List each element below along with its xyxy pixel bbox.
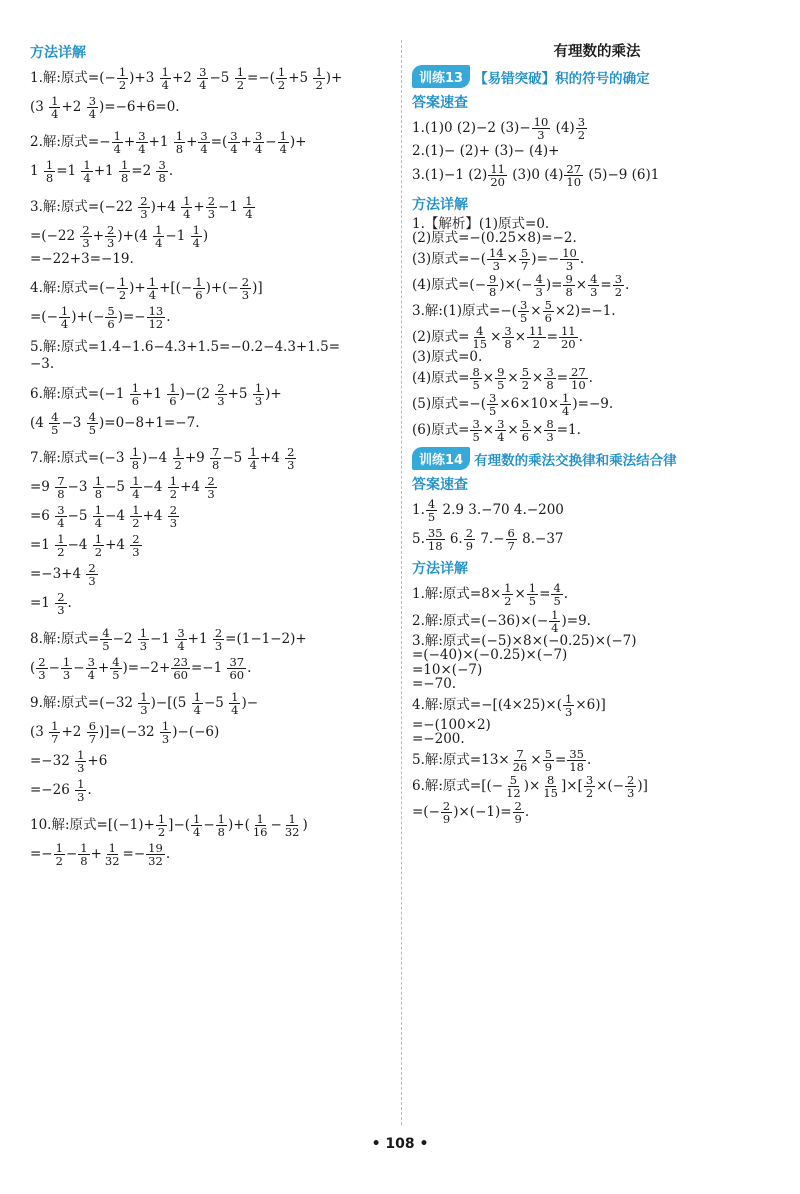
fraction: $\frac{1}{3}$ xyxy=(77,748,85,776)
fraction: $\frac{9}{8}$ xyxy=(565,271,573,299)
fraction: $\frac{1}{4}$ xyxy=(94,503,103,531)
solution-line: 1.解:原式=(− $\frac{1}{2}$ )+3 $\frac{1}{4}$ +2 $\frac{3}{4}$ −5 $\frac{1}{2}$ =−( $\frac{1}{2}$ +5 $\frac{1}{2}$ )+ xyxy=(30,65,343,93)
fraction: $\frac{1}{4}$ xyxy=(245,193,253,221)
fraction: $\frac{3}{4}$ xyxy=(87,654,95,682)
solution-line: 6.解:原式=(−1 $\frac{1}{6}$ +1 $\frac{1}{6}$ )−(2 $\frac{2}{3}$ +5 $\frac{1}{3}$ )+ xyxy=(30,380,282,408)
fraction: $\frac{2}{3}$ xyxy=(214,625,223,653)
fraction: $\frac{1}{32}$ xyxy=(284,812,300,840)
page-title: 有理数的乘法 xyxy=(553,44,641,60)
fraction: $\frac{8}{5}$ xyxy=(472,364,480,392)
answer-line: 2.(1)− (2)+ (3)− (4)+ xyxy=(412,143,560,160)
solution-line: (3 $\frac{1}{7}$ +2 $\frac{6}{7}$ )]=(−32 $\frac{1}{3}$ )−(−6) xyxy=(30,718,220,746)
fraction: $\frac{3}{4}$ xyxy=(254,129,263,157)
fraction: $\frac{4}{5}$ xyxy=(102,625,110,653)
fraction: $\frac{11}{2}$ xyxy=(529,324,544,352)
fraction: $\frac{10}{3}$ xyxy=(562,245,577,273)
fraction: $\frac{3}{4}$ xyxy=(138,129,146,157)
fraction: $\frac{1}{8}$ xyxy=(80,841,88,869)
answer-line: 1. $\frac{4}{5}$ 2.9 3.−70 4.−200 xyxy=(412,497,564,525)
fraction: $\frac{1}{8}$ xyxy=(175,129,184,157)
solution-line: 8.解:原式= $\frac{4}{5}$ −2 $\frac{1}{3}$ −1 $\frac{3}{4}$ +1 $\frac{2}{3}$ =(1−1−2)+ xyxy=(30,625,307,653)
solution-line: =(−22 $\frac{2}{3}$ + $\frac{2}{3}$ )+(4 $\frac{1}{4}$ −1 $\frac{1}{4}$ ) xyxy=(30,222,209,250)
fraction: $\frac{3}{5}$ xyxy=(472,417,480,445)
solution-line: =−32 $\frac{1}{3}$ +6 xyxy=(30,748,108,776)
fraction: $\frac{1}{4}$ xyxy=(51,94,59,122)
fraction: $\frac{1}{2}$ xyxy=(169,473,178,501)
fraction: $\frac{2}{3}$ xyxy=(38,654,46,682)
fraction: $\frac{2}{3}$ xyxy=(88,561,96,589)
solution-line: (4 $\frac{4}{5}$ −3 $\frac{4}{5}$ )=0−8+1=−7. xyxy=(30,409,200,437)
solution-line: 2.解:原式=− $\frac{1}{4}$ + $\frac{3}{4}$ +1 $\frac{1}{8}$ + $\frac{3}{4}$ =( $\frac{3}{4}$ + $\frac{3}{4}$ − $\frac{1}{4}$ )+ xyxy=(30,129,307,157)
fraction: $\frac{5}{9}$ xyxy=(544,746,553,774)
fraction: $\frac{1}{4}$ xyxy=(551,607,559,635)
fraction: $\frac{1}{3}$ xyxy=(140,689,148,717)
fraction: $\frac{2}{3}$ xyxy=(132,532,140,560)
method-line: (2)原式= $\frac{4}{15}$ × $\frac{3}{8}$ × $\frac{11}{2}$ = $\frac{11}{20}$ . xyxy=(412,324,583,352)
method-line: 3.解:原式=(−5)×8×(−0.25)×(−7) xyxy=(412,632,637,649)
fraction: $\frac{1}{3}$ xyxy=(77,777,85,805)
fraction: $\frac{1}{4}$ xyxy=(231,689,239,717)
solution-line: =6 $\frac{3}{4}$ −5 $\frac{1}{4}$ −4 $\frac{1}{2}$ +4 $\frac{2}{3}$ xyxy=(30,503,178,531)
method-line: (5)原式=−( $\frac{3}{5}$ ×6×10× $\frac{1}{4}$ )=−9. xyxy=(412,390,614,418)
method-line: =(− $\frac{2}{9}$ )×(−1)= $\frac{2}{9}$ . xyxy=(412,799,530,827)
answer-line: 5. $\frac{35}{18}$ 6. $\frac{2}{9}$ 7.− $\frac{6}{7}$ 8.−37 xyxy=(412,526,564,554)
fraction: $\frac{3}{4}$ xyxy=(88,94,97,122)
fraction: $\frac{2}{9}$ xyxy=(465,526,474,554)
fraction: $\frac{4}{5}$ xyxy=(427,497,436,525)
fraction: $\frac{4}{5}$ xyxy=(88,409,97,437)
fraction: $\frac{4}{5}$ xyxy=(553,581,561,609)
fraction: $\frac{7}{26}$ xyxy=(512,746,528,774)
solution-line: (3 $\frac{1}{4}$ +2 $\frac{3}{4}$ )=−6+6=0. xyxy=(30,94,180,122)
fraction: $\frac{2}{9}$ xyxy=(514,799,522,827)
fraction: $\frac{3}{4}$ xyxy=(177,625,185,653)
fraction: $\frac{1}{4}$ xyxy=(148,275,157,303)
solution-line: =− $\frac{1}{2}$ − $\frac{1}{8}$ + $\frac{1}{32}$ =− $\frac{19}{32}$ . xyxy=(30,841,171,869)
fraction: $\frac{1}{8}$ xyxy=(94,473,103,501)
fraction: $\frac{5}{7}$ xyxy=(520,245,529,273)
fraction: $\frac{37}{60}$ xyxy=(229,654,245,682)
method-line: 6.解:原式=[(− $\frac{5}{12}$ )× $\frac{8}{15}$ ]×[ $\frac{3}{2}$ ×(− $\frac{2}{3}$ )] xyxy=(412,772,648,800)
section-13-method xyxy=(412,215,782,445)
method-line: (4)原式=(− $\frac{9}{8}$ )×(− $\frac{4}{3}$ )= $\frac{9}{8}$ × $\frac{4}{3}$ = $\frac{3}{2}$ . xyxy=(412,271,630,299)
fraction: $\frac{2}{3}$ xyxy=(217,380,225,408)
fraction: $\frac{1}{4}$ xyxy=(193,689,201,717)
fraction: $\frac{2}{9}$ xyxy=(442,799,451,827)
fraction: $\frac{8}{3}$ xyxy=(546,417,554,445)
fraction: $\frac{1}{4}$ xyxy=(193,812,201,840)
fraction: $\frac{5}{6}$ xyxy=(544,298,552,326)
left-method-heading: 方法详解 xyxy=(30,45,86,61)
section-13-answers-heading: 答案速查 xyxy=(412,95,468,111)
section-13-badge: 训练13 xyxy=(412,65,470,88)
solution-line: =−3+4 $\frac{2}{3}$ xyxy=(30,561,96,589)
left-solutions xyxy=(30,66,390,868)
fraction: $\frac{35}{18}$ xyxy=(427,526,443,554)
method-line: 1.【解析】(1)原式=0. xyxy=(412,215,550,232)
fraction: $\frac{1}{8}$ xyxy=(120,158,129,186)
fraction: $\frac{1}{32}$ xyxy=(104,841,120,869)
fraction: $\frac{1}{2}$ xyxy=(157,812,166,840)
fraction: $\frac{7}{8}$ xyxy=(212,444,220,472)
fraction: $\frac{1}{4}$ xyxy=(83,158,91,186)
fraction: $\frac{3}{2}$ xyxy=(577,115,586,143)
method-line: 5.解:原式=13× $\frac{7}{26}$ × $\frac{5}{9}$ = $\frac{35}{18}$ . xyxy=(412,746,592,774)
method-line: (4)原式= $\frac{8}{5}$ × $\frac{9}{5}$ × $\frac{5}{2}$ × $\frac{3}{8}$ = $\frac{27}{10}$ . xyxy=(412,364,593,392)
answer-line: 1.(1)0 (2)−2 (3)− $\frac{10}{3}$ (4) $\frac{3}{2}$ xyxy=(412,115,586,143)
fraction: $\frac{2}{3}$ xyxy=(82,222,90,250)
fraction: $\frac{4}{15}$ xyxy=(472,324,488,352)
solution-line: 9.解:原式=(−32 $\frac{1}{3}$ )−[(5 $\frac{1}{4}$ −5 $\frac{1}{4}$ )− xyxy=(30,689,259,717)
solution-line: 4.解:原式=(− $\frac{1}{2}$ )+ $\frac{1}{4}$ +[(− $\frac{1}{6}$ )+(− $\frac{2}{3}$ )] xyxy=(30,275,263,303)
solution-line: 7.解:原式=(−3 $\frac{1}{8}$ )−4 $\frac{1}{2}$ +9 $\frac{7}{8}$ −5 $\frac{1}{4}$ +4 $\frac{2}{3}$ xyxy=(30,444,295,472)
fraction: $\frac{3}{2}$ xyxy=(585,772,594,800)
fraction: $\frac{1}{4}$ xyxy=(60,304,69,332)
method-line: =−(100×2) xyxy=(412,716,491,733)
fraction: $\frac{4}{5}$ xyxy=(112,654,120,682)
fraction: $\frac{8}{15}$ xyxy=(543,772,558,800)
fraction: $\frac{1}{16}$ xyxy=(252,812,268,840)
fraction: $\frac{2}{3}$ xyxy=(107,222,115,250)
fraction: $\frac{27}{10}$ xyxy=(566,161,582,189)
fraction: $\frac{23}{60}$ xyxy=(173,654,188,682)
fraction: $\frac{1}{3}$ xyxy=(254,380,263,408)
fraction: $\frac{1}{5}$ xyxy=(528,581,537,609)
fraction: $\frac{3}{8}$ xyxy=(158,158,166,186)
fraction: $\frac{14}{3}$ xyxy=(489,245,504,273)
fraction: $\frac{3}{4}$ xyxy=(497,417,505,445)
fraction: $\frac{1}{4}$ xyxy=(192,222,200,250)
section-14-badge: 训练14 xyxy=(412,447,470,470)
right-column xyxy=(412,40,782,1134)
fraction: $\frac{4}{3}$ xyxy=(590,271,598,299)
fraction: $\frac{3}{4}$ xyxy=(199,65,207,93)
fraction: $\frac{1}{3}$ xyxy=(161,718,170,746)
fraction: $\frac{1}{4}$ xyxy=(132,473,140,501)
fraction: $\frac{1}{2}$ xyxy=(55,841,63,869)
fraction: $\frac{1}{2}$ xyxy=(57,532,65,560)
fraction: $\frac{6}{7}$ xyxy=(88,718,97,746)
fraction: $\frac{1}{2}$ xyxy=(315,65,323,93)
fraction: $\frac{1}{2}$ xyxy=(94,532,103,560)
solution-line: −3. xyxy=(30,356,55,372)
fraction: $\frac{2}{3}$ xyxy=(207,473,215,501)
fraction: $\frac{2}{3}$ xyxy=(57,590,65,618)
fraction: $\frac{4}{5}$ xyxy=(51,409,59,437)
section-14-title: 有理数的乘法交换律和乘法结合律 xyxy=(474,452,677,469)
column-divider xyxy=(401,40,402,1125)
fraction: $\frac{9}{8}$ xyxy=(489,271,497,299)
method-line: 1.解:原式=8× $\frac{1}{2}$ × $\frac{1}{5}$ = $\frac{4}{5}$ . xyxy=(412,581,569,609)
fraction: $\frac{13}{12}$ xyxy=(148,304,164,332)
fraction: $\frac{1}{4}$ xyxy=(279,129,287,157)
section-13-answers xyxy=(412,116,782,188)
fraction: $\frac{1}{2}$ xyxy=(118,275,127,303)
fraction: $\frac{1}{2}$ xyxy=(118,65,127,93)
fraction: $\frac{1}{2}$ xyxy=(504,581,512,609)
fraction: $\frac{1}{2}$ xyxy=(236,65,245,93)
method-line: 4.解:原式=−[(4×25)×( $\frac{1}{3}$ ×6)] xyxy=(412,691,606,719)
fraction: $\frac{1}{6}$ xyxy=(131,380,140,408)
fraction: $\frac{1}{6}$ xyxy=(169,380,177,408)
fraction: $\frac{1}{8}$ xyxy=(131,444,140,472)
fraction: $\frac{1}{2}$ xyxy=(277,65,286,93)
method-line: (3)原式=0. xyxy=(412,349,483,366)
fraction: $\frac{2}{3}$ xyxy=(627,772,635,800)
fraction: $\frac{1}{3}$ xyxy=(62,654,71,682)
fraction: $\frac{3}{5}$ xyxy=(489,390,497,418)
fraction: $\frac{4}{3}$ xyxy=(535,271,543,299)
fraction: $\frac{1}{7}$ xyxy=(51,718,59,746)
fraction: $\frac{19}{32}$ xyxy=(148,841,163,869)
method-line: =(−40)×(−0.25)×(−7) xyxy=(412,647,568,664)
section-13-bar xyxy=(412,65,782,88)
solution-line: =(− $\frac{1}{4}$ )+(− $\frac{5}{6}$ )=− $\frac{13}{12}$ . xyxy=(30,304,171,332)
fraction: $\frac{10}{3}$ xyxy=(533,115,549,143)
method-line: 3.解:(1)原式=−( $\frac{3}{5}$ × $\frac{5}{6}$ ×2)=−1. xyxy=(412,298,616,326)
fraction: $\frac{3}{4}$ xyxy=(57,503,65,531)
fraction: $\frac{5}{12}$ xyxy=(506,772,521,800)
fraction: $\frac{1}{6}$ xyxy=(195,275,203,303)
fraction: $\frac{1}{4}$ xyxy=(562,390,570,418)
fraction: $\frac{1}{8}$ xyxy=(45,158,54,186)
solution-line: =1 $\frac{1}{2}$ −4 $\frac{1}{2}$ +4 $\frac{2}{3}$ xyxy=(30,532,140,560)
fraction: $\frac{5}{6}$ xyxy=(521,417,530,445)
section-13-title: 【易错突破】积的符号的确定 xyxy=(474,70,650,87)
fraction: $\frac{3}{4}$ xyxy=(230,129,238,157)
fraction: $\frac{5}{6}$ xyxy=(107,304,115,332)
fraction: $\frac{35}{18}$ xyxy=(569,746,584,774)
method-line: (6)原式= $\frac{3}{5}$ × $\frac{3}{4}$ × $\frac{5}{6}$ × $\frac{8}{3}$ =1. xyxy=(412,417,581,445)
solution-line: 1 $\frac{1}{8}$ =1 $\frac{1}{4}$ +1 $\frac{1}{8}$ =2 $\frac{3}{8}$ . xyxy=(30,158,174,186)
solution-line: =1 $\frac{2}{3}$ . xyxy=(30,590,72,618)
method-line: (3)原式=−( $\frac{14}{3}$ × $\frac{5}{7}$ )=− $\frac{10}{3}$ . xyxy=(412,245,585,273)
fraction: $\frac{1}{4}$ xyxy=(249,444,257,472)
fraction: $\frac{6}{7}$ xyxy=(507,526,515,554)
fraction: $\frac{1}{4}$ xyxy=(161,65,169,93)
solution-line: 3.解:原式=(−22 $\frac{2}{3}$ )+4 $\frac{1}{4}$ + $\frac{2}{3}$ −1 $\frac{1}{4}$ xyxy=(30,193,253,221)
method-line: =−70. xyxy=(412,676,457,693)
fraction: $\frac{1}{8}$ xyxy=(217,812,225,840)
solution-line: =−26 $\frac{1}{3}$ . xyxy=(30,777,92,805)
fraction: $\frac{9}{5}$ xyxy=(497,364,505,392)
fraction: $\frac{2}{3}$ xyxy=(287,444,295,472)
fraction: $\frac{3}{2}$ xyxy=(614,271,623,299)
section-14-answers xyxy=(412,498,782,552)
fraction: $\frac{11}{20}$ xyxy=(490,161,505,189)
fraction: $\frac{7}{8}$ xyxy=(57,473,65,501)
fraction: $\frac{3}{5}$ xyxy=(519,298,528,326)
section-14-answers-heading: 答案速查 xyxy=(412,477,468,494)
section-14-method xyxy=(412,582,782,825)
fraction: $\frac{3}{4}$ xyxy=(200,129,208,157)
method-line: 2.解:原式=(−36)×(− $\frac{1}{4}$ )=9. xyxy=(412,607,591,635)
left-column xyxy=(30,40,390,1134)
fraction: $\frac{2}{3}$ xyxy=(140,193,148,221)
section-14-bar xyxy=(412,447,782,470)
fraction: $\frac{5}{2}$ xyxy=(521,364,530,392)
fraction: $\frac{2}{3}$ xyxy=(241,275,250,303)
fraction: $\frac{3}{8}$ xyxy=(546,364,554,392)
page-number: • 108 • xyxy=(371,1136,429,1152)
fraction: $\frac{3}{8}$ xyxy=(504,324,512,352)
fraction: $\frac{27}{10}$ xyxy=(571,364,586,392)
method-line: (2)原式=−(0.25×8)=−2. xyxy=(412,230,577,247)
fraction: $\frac{1}{2}$ xyxy=(174,444,182,472)
solution-line: ( $\frac{2}{3}$ − $\frac{1}{3}$ − $\frac{3}{4}$ + $\frac{4}{5}$ )=−2+ $\frac{23}{60}$ =−1 $\frac{37}{60}$ . xyxy=(30,654,252,682)
section-14-method-heading: 方法详解 xyxy=(412,561,468,578)
solution-line: =9 $\frac{7}{8}$ −3 $\frac{1}{8}$ −5 $\frac{1}{4}$ −4 $\frac{1}{2}$ +4 $\frac{2}{3}$ xyxy=(30,473,215,501)
fraction: $\frac{2}{3}$ xyxy=(207,193,216,221)
fraction: $\frac{1}{2}$ xyxy=(132,503,140,531)
solution-line: 5.解:原式=1.4−1.6−4.3+1.5=−0.2−4.3+1.5= xyxy=(30,338,341,355)
fraction: $\frac{1}{4}$ xyxy=(113,129,121,157)
solution-line: =−22+3=−19. xyxy=(30,250,134,267)
solution-line: 10.解:原式=[(−1)+ $\frac{1}{2}$ ]−( $\frac{1}{4}$ − $\frac{1}{8}$ )+( $\frac{1}{16}$ − $\frac{1}{32}$ ) xyxy=(30,812,308,840)
fraction: $\frac{1}{3}$ xyxy=(565,691,573,719)
fraction: $\frac{11}{20}$ xyxy=(560,324,576,352)
answer-line: 3.(1)−1 (2) $\frac{11}{20}$ (3)0 (4) $\frac{27}{10}$ (5)−9 (6)1 xyxy=(412,161,660,189)
fraction: $\frac{2}{3}$ xyxy=(169,503,178,531)
fraction: $\frac{1}{4}$ xyxy=(155,222,163,250)
method-line: =10×(−7) xyxy=(412,661,483,678)
section-13-method-heading: 方法详解 xyxy=(412,196,468,213)
fraction: $\frac{1}{3}$ xyxy=(139,625,148,653)
method-line: =−200. xyxy=(412,731,465,748)
fraction: $\frac{1}{4}$ xyxy=(183,193,191,221)
